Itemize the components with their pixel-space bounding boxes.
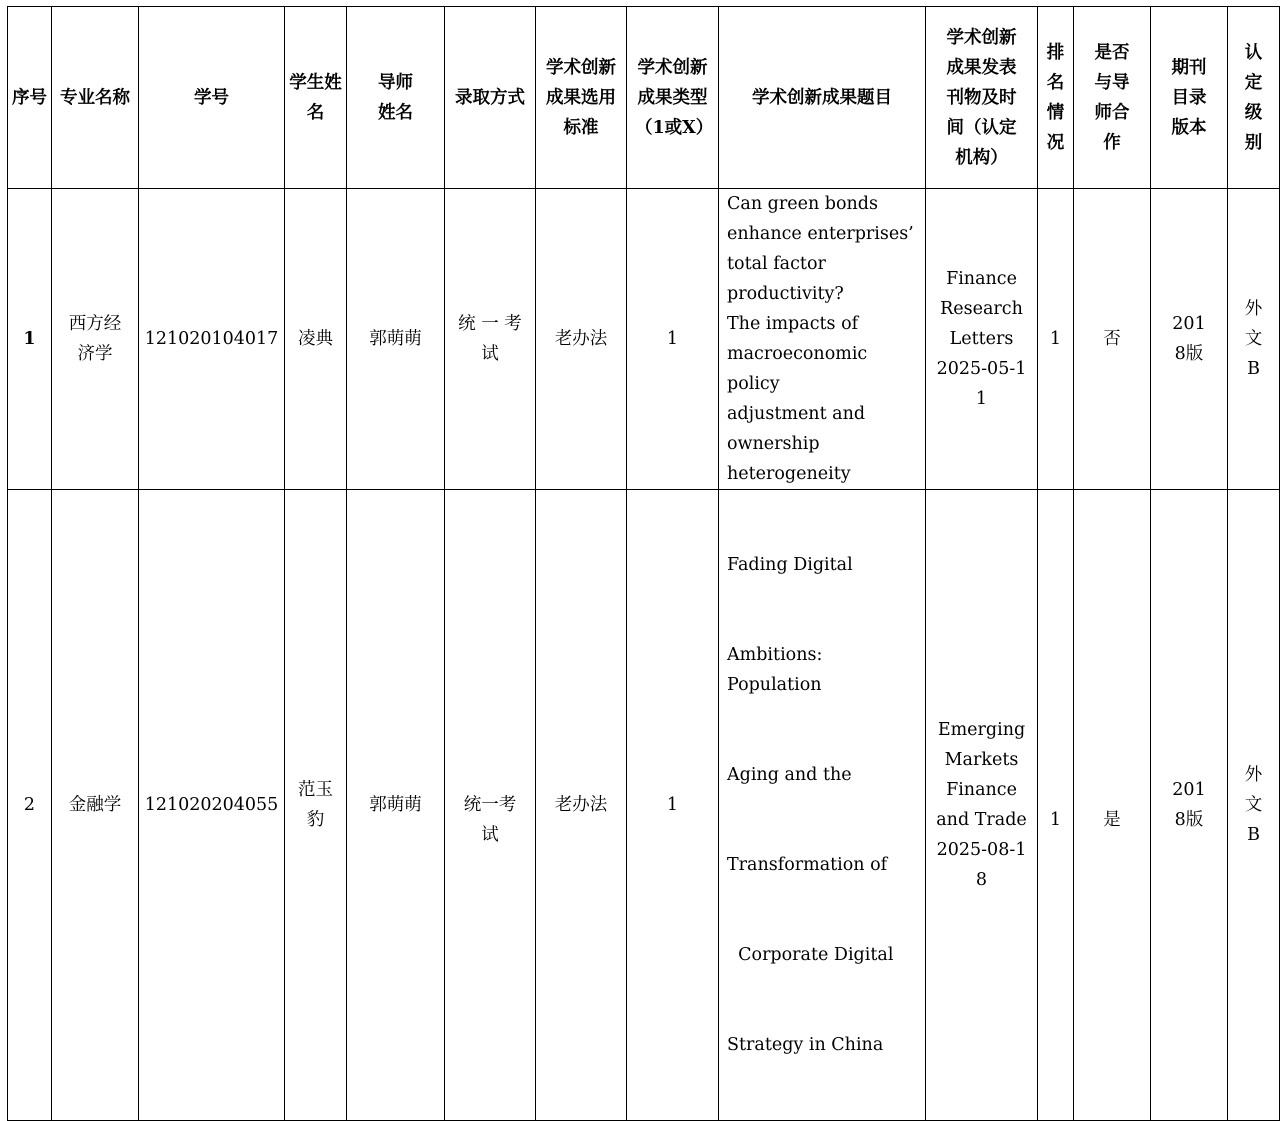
table-row <box>8 189 1280 490</box>
cell-title <box>719 490 926 1121</box>
header-rank: 排名情况 <box>1038 7 1074 189</box>
cell-coop: 是 <box>1074 490 1151 1121</box>
cell-index: 2 <box>8 490 52 1121</box>
pub-line: Markets <box>944 750 1019 770</box>
header-major: 专业名称 <box>52 7 139 189</box>
cell-major: 西方经济学 <box>52 189 139 490</box>
cell-student-id: 121020104017 <box>139 189 285 490</box>
header-title: 学术创新成果题目 <box>719 7 926 189</box>
pub-line: and Trade <box>936 810 1027 830</box>
cell-major: 金融学 <box>52 490 139 1121</box>
header-version: 期刊目录版本 <box>1151 7 1228 189</box>
header-level: 认定级别 <box>1228 7 1280 189</box>
header-standard: 学术创新成果选用标准 <box>536 7 627 189</box>
achievement-table <box>7 6 1280 1121</box>
title-line: Transformation of <box>727 855 888 875</box>
cell-publication <box>926 189 1038 490</box>
cell-type: 1 <box>627 490 719 1121</box>
pub-line: Emerging <box>937 720 1026 740</box>
title-line: total factor <box>727 254 826 274</box>
pub-line: 1 <box>975 389 988 409</box>
title-line: productivity? <box>727 284 844 304</box>
cell-index: 1 <box>8 189 52 490</box>
cell-version: 2018版 <box>1151 490 1228 1121</box>
header-coop: 是否与导师合作 <box>1074 7 1151 189</box>
cell-rank: 1 <box>1038 189 1074 490</box>
cell-coop: 否 <box>1074 189 1151 490</box>
pub-line: Research <box>940 299 1023 319</box>
pub-line: Finance <box>946 780 1017 800</box>
title-line: enhance enterprises’ <box>727 224 914 244</box>
cell-type: 1 <box>627 189 719 490</box>
title-line: ownership <box>727 434 820 454</box>
pub-line: Letters <box>949 329 1014 349</box>
title-line: Aging and the <box>727 765 852 785</box>
header-type: 学术创新成果类型（1或X） <box>627 7 719 189</box>
cell-title <box>719 189 926 490</box>
cell-student-name: 范玉豹 <box>285 490 347 1121</box>
cell-rank: 1 <box>1038 490 1074 1121</box>
header-student-name: 学生姓名 <box>285 7 347 189</box>
title-line: Fading Digital <box>727 555 853 575</box>
cell-publication <box>926 490 1038 1121</box>
title-line: Ambitions: Population <box>727 645 828 695</box>
cell-level: 外文B <box>1228 490 1280 1121</box>
title-line: Can green bonds <box>727 194 878 214</box>
header-admission: 录取方式 <box>445 7 536 189</box>
title-line: macroeconomic policy <box>727 344 868 394</box>
cell-student-name: 凌典 <box>285 189 347 490</box>
header-row <box>8 7 1280 189</box>
pub-line: Finance <box>946 269 1017 289</box>
title-line: heterogeneity <box>727 464 851 484</box>
cell-version: 2018版 <box>1151 189 1228 490</box>
header-advisor: 导师姓名 <box>347 7 445 189</box>
cell-standard: 老办法 <box>536 490 627 1121</box>
title-line: adjustment and <box>727 404 866 424</box>
header-student-id: 学号 <box>139 7 285 189</box>
cell-level: 外文B <box>1228 189 1280 490</box>
title-line: Corporate Digital <box>727 945 894 965</box>
cell-admission: 统 一 考试 <box>445 189 536 490</box>
pub-line: 8 <box>975 870 988 890</box>
header-index: 序号 <box>8 7 52 189</box>
header-publication: 学术创新成果发表刊物及时间（认定机构） <box>926 7 1038 189</box>
cell-standard: 老办法 <box>536 189 627 490</box>
title-line: The impacts of <box>727 314 859 334</box>
cell-student-id: 121020204055 <box>139 490 285 1121</box>
cell-admission: 统一考试 <box>445 490 536 1121</box>
table-row <box>8 490 1280 1121</box>
cell-advisor: 郭萌萌 <box>347 490 445 1121</box>
cell-advisor: 郭萌萌 <box>347 189 445 490</box>
pub-line: 2025-08-1 <box>936 840 1027 860</box>
title-line: Strategy in China <box>727 1035 884 1055</box>
pub-line: 2025-05-1 <box>936 359 1027 379</box>
